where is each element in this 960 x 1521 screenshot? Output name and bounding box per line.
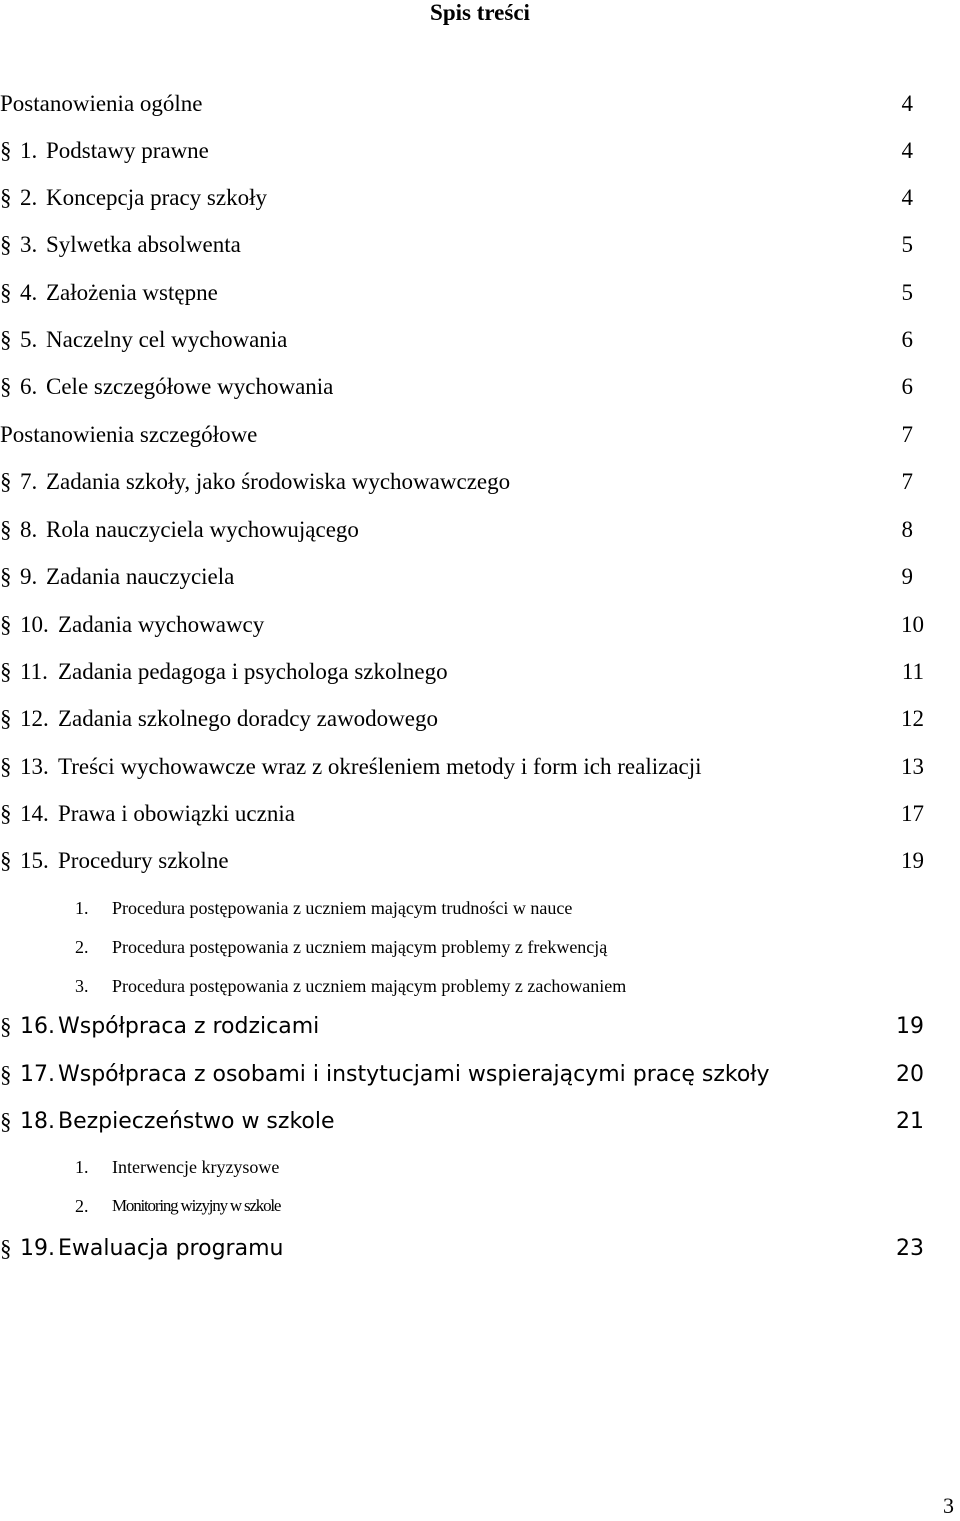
toc-entry[interactable] <box>0 562 960 592</box>
toc-entry[interactable] <box>0 1107 960 1137</box>
toc-page: 4 <box>901 91 913 116</box>
toc-entry[interactable] <box>0 799 960 829</box>
toc-number: 2. <box>75 1196 89 1216</box>
toc-label: Zadania szkolnego doradcy zawodowego <box>58 706 438 731</box>
section-icon: § <box>0 138 12 163</box>
toc-label: Podstawy prawne <box>46 138 209 163</box>
section-icon: § <box>0 1236 12 1261</box>
section-icon: § <box>0 327 12 352</box>
toc-label: Postanowienia szczegółowe <box>0 422 258 447</box>
toc-label: Zadania pedagoga i psychologa szkolnego <box>58 659 448 684</box>
toc-page: 5 <box>901 232 913 257</box>
toc-page: 21 <box>896 1109 924 1134</box>
toc-label: Naczelny cel wychowania <box>46 327 288 352</box>
toc-page: 13 <box>901 754 924 779</box>
toc-label: Rola nauczyciela wychowującego <box>46 517 359 542</box>
toc-label: Procedury szkolne <box>58 848 229 873</box>
toc-page: 4 <box>901 185 913 210</box>
toc-page: 23 <box>896 1236 924 1261</box>
toc-label: Prawa i obowiązki ucznia <box>58 801 295 826</box>
page-title: Spis treści <box>430 0 530 25</box>
toc-entry[interactable] <box>0 467 960 497</box>
toc-number: 5. <box>20 327 38 352</box>
toc-page: 11 <box>901 659 924 684</box>
toc-label: Monitoring wizyjny w szkole <box>112 1196 281 1215</box>
section-icon: § <box>0 517 12 542</box>
toc-page: 9 <box>901 564 913 589</box>
section-icon: § <box>0 801 12 826</box>
section-icon: § <box>0 185 12 210</box>
section-icon: § <box>0 280 12 305</box>
toc-label: Sylwetka absolwenta <box>46 232 241 257</box>
section-icon: § <box>0 1109 12 1134</box>
toc-number: 19. <box>20 1236 55 1261</box>
toc-number: 3. <box>75 976 89 996</box>
toc-entry[interactable] <box>0 136 960 166</box>
toc-number: 1. <box>20 138 38 163</box>
toc-heading[interactable] <box>0 420 960 450</box>
toc-entry[interactable] <box>0 230 960 260</box>
toc-entry[interactable] <box>0 515 960 545</box>
toc-page: 7 <box>901 422 913 447</box>
toc-label: Koncepcja pracy szkoły <box>46 185 267 210</box>
toc-number: 12. <box>20 706 49 731</box>
toc-subentry[interactable] <box>0 893 960 923</box>
toc-label: Zadania szkoły, jako środowiska wychowawczego <box>46 469 511 494</box>
toc-page: 19 <box>901 848 924 873</box>
toc-label: Procedura postępowania z uczniem mającym problemy z frekwencją <box>112 937 608 957</box>
toc-label: Zadania wychowawcy <box>58 612 265 637</box>
toc-subentry[interactable] <box>0 1191 960 1221</box>
toc-page: 5 <box>901 280 913 305</box>
section-icon: § <box>0 612 12 637</box>
section-icon: § <box>0 1062 12 1087</box>
toc-page: 6 <box>901 374 913 399</box>
toc-entry[interactable] <box>0 325 960 355</box>
section-icon: § <box>0 848 12 873</box>
toc-label: Bezpieczeństwo w szkole <box>58 1109 335 1134</box>
toc-number: 6. <box>20 374 38 399</box>
toc-entry[interactable] <box>0 1234 960 1264</box>
section-icon: § <box>0 754 12 779</box>
toc-number: 16. <box>20 1014 55 1039</box>
toc-page: 10 <box>901 612 924 637</box>
section-icon: § <box>0 659 12 684</box>
toc-heading[interactable] <box>0 89 960 119</box>
toc-entry[interactable] <box>0 610 960 640</box>
page-number: 3 <box>943 1493 954 1518</box>
toc-number: 2. <box>75 937 89 957</box>
section-icon: § <box>0 469 12 494</box>
toc-number: 3. <box>20 232 38 257</box>
toc-entry[interactable] <box>0 657 960 687</box>
toc-number: 14. <box>20 801 49 826</box>
toc-page: 6 <box>901 327 913 352</box>
section-icon: § <box>0 232 12 257</box>
toc-entry[interactable] <box>0 278 960 308</box>
toc-page: 20 <box>896 1062 924 1087</box>
toc-page: 19 <box>896 1014 924 1039</box>
toc-label: Współpraca z rodzicami <box>58 1014 320 1039</box>
section-icon: § <box>0 1014 12 1039</box>
toc-page: 17 <box>901 801 924 826</box>
toc-label: Zadania nauczyciela <box>46 564 235 589</box>
toc-label: Ewaluacja programu <box>58 1236 284 1261</box>
toc-number: 1. <box>75 898 89 918</box>
toc-number: 9. <box>20 564 38 589</box>
toc-page: 4 <box>901 138 913 163</box>
toc-number: 15. <box>20 848 49 873</box>
toc-subentry[interactable] <box>0 971 960 1001</box>
toc-page: 12 <box>901 706 924 731</box>
section-icon: § <box>0 564 12 589</box>
toc-label: Interwencje kryzysowe <box>112 1157 280 1177</box>
section-icon: § <box>0 706 12 731</box>
toc-number: 18. <box>20 1109 55 1134</box>
toc-subentry[interactable] <box>0 932 960 962</box>
toc-entry[interactable] <box>0 704 960 734</box>
toc-entry[interactable] <box>0 372 960 402</box>
toc-entry[interactable] <box>0 183 960 213</box>
toc-number: 13. <box>20 754 49 779</box>
toc-label: Cele szczegółowe wychowania <box>46 374 334 399</box>
toc-page: 8 <box>901 517 913 542</box>
toc-number: 7. <box>20 469 38 494</box>
toc-number: 8. <box>20 517 38 542</box>
toc-label: Treści wychowawcze wraz z określeniem metody i form ich realizacji <box>58 754 702 779</box>
toc-entry[interactable] <box>0 846 960 876</box>
toc-number: 4. <box>20 280 38 305</box>
toc-label: Współpraca z osobami i instytucjami wspierającymi pracę szkoły <box>58 1062 770 1087</box>
toc-entry[interactable] <box>0 1060 960 1090</box>
toc-entry[interactable] <box>0 1012 960 1042</box>
toc-label: Procedura postępowania z uczniem mającym trudności w nauce <box>112 898 573 918</box>
toc-label: Założenia wstępne <box>46 280 218 305</box>
toc-subentry[interactable] <box>0 1152 960 1182</box>
toc-number: 11. <box>20 659 48 684</box>
toc-label: Postanowienia ogólne <box>0 91 203 116</box>
toc-number: 17. <box>20 1062 55 1087</box>
toc-page: 7 <box>901 469 913 494</box>
section-icon: § <box>0 374 12 399</box>
toc-number: 2. <box>20 185 38 210</box>
toc-entry[interactable] <box>0 752 960 782</box>
toc-number: 1. <box>75 1157 89 1177</box>
toc-label: Procedura postępowania z uczniem mającym problemy z zachowaniem <box>112 976 627 996</box>
toc-number: 10. <box>20 612 49 637</box>
